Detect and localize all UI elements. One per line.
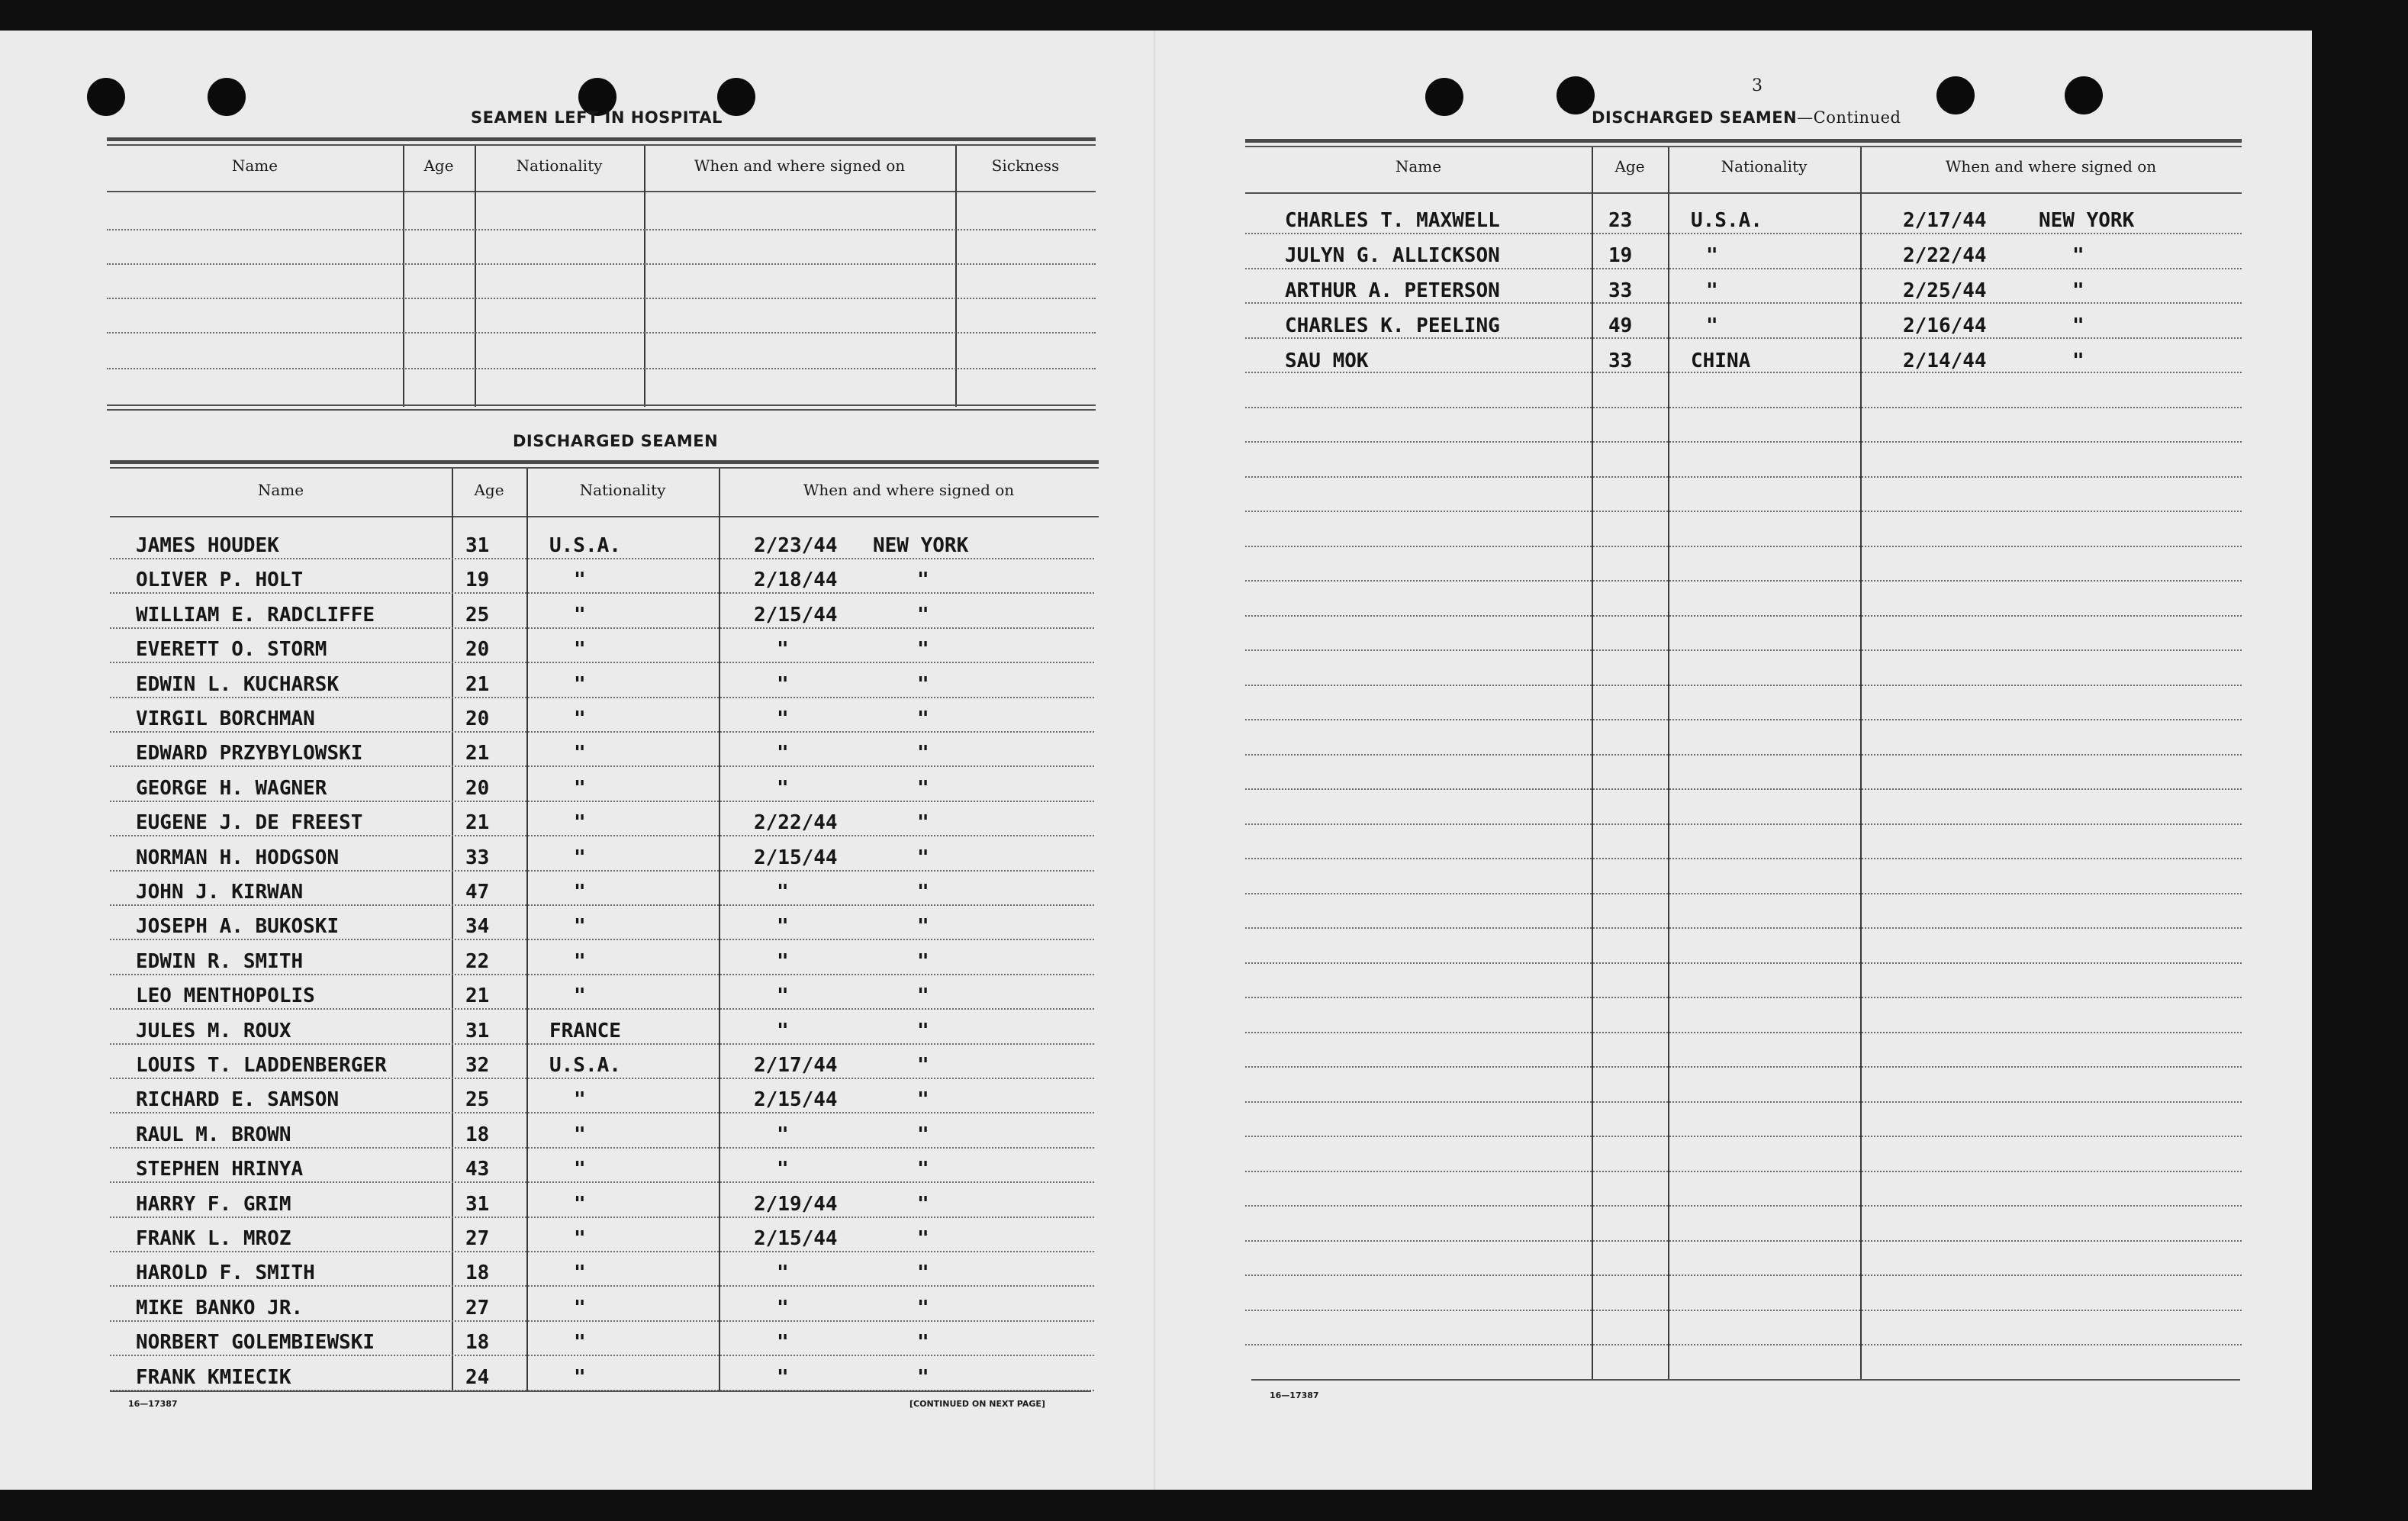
seaman-nationality: " bbox=[574, 569, 586, 591]
row-rule bbox=[110, 592, 1094, 594]
seaman-name: EDWIN R. SMITH bbox=[136, 950, 304, 973]
signed-on-place: " bbox=[917, 569, 929, 591]
signed-on-date: 2/16/44 bbox=[1903, 314, 1987, 337]
seaman-name: NORBERT GOLEMBIEWSKI bbox=[136, 1331, 375, 1354]
signed-on-date: " bbox=[777, 1158, 789, 1181]
signed-on-place: " bbox=[917, 811, 929, 834]
row-rule bbox=[1245, 1136, 2242, 1137]
row-rule bbox=[1245, 302, 2242, 304]
signed-on-date: " bbox=[777, 638, 789, 661]
row-rule bbox=[110, 1320, 1094, 1322]
seaman-age: 19 bbox=[1608, 244, 1633, 267]
signed-on-date: 2/17/44 bbox=[1903, 209, 1987, 232]
row-rule bbox=[1245, 546, 2242, 547]
seaman-name: HAROLD F. SMITH bbox=[136, 1262, 315, 1284]
row-rule bbox=[110, 1112, 1094, 1113]
seaman-name: SAU MOK bbox=[1285, 350, 1369, 372]
seaman-nationality: U.S.A. bbox=[549, 534, 621, 557]
row-rule bbox=[110, 1147, 1094, 1149]
continued-table-title bbox=[1592, 108, 1901, 127]
row-rule bbox=[110, 939, 1094, 940]
seaman-nationality: " bbox=[1706, 279, 1718, 302]
row-rule bbox=[110, 1078, 1094, 1079]
signed-on-date: 2/18/44 bbox=[754, 569, 838, 591]
signed-on-place: " bbox=[917, 673, 929, 696]
hospital-blank-row bbox=[107, 332, 1096, 334]
row-rule bbox=[1245, 1274, 2242, 1276]
seaman-age: 33 bbox=[1608, 350, 1633, 372]
signed-on-place: " bbox=[917, 915, 929, 938]
row-rule bbox=[1245, 1344, 2242, 1345]
punch-hole bbox=[87, 78, 125, 116]
seaman-name: HARRY F. GRIM bbox=[136, 1193, 291, 1216]
row-rule bbox=[1245, 997, 2242, 998]
seaman-age: 31 bbox=[465, 1193, 490, 1216]
seaman-nationality: " bbox=[1706, 314, 1718, 337]
seaman-nationality: " bbox=[574, 638, 586, 661]
signed-on-date: 2/22/44 bbox=[1903, 244, 1987, 267]
row-rule bbox=[1245, 1171, 2242, 1172]
signed-on-place: NEW YORK bbox=[2039, 209, 2135, 232]
signed-on-date: 2/17/44 bbox=[754, 1054, 838, 1077]
seaman-nationality: " bbox=[574, 950, 586, 973]
punch-hole bbox=[1557, 76, 1595, 114]
signed-on-date: " bbox=[777, 1262, 789, 1284]
seaman-name: JULES M. ROUX bbox=[136, 1020, 291, 1042]
signed-on-place: " bbox=[917, 1020, 929, 1042]
discharged-col-signed-on: When and where signed on bbox=[803, 481, 1015, 499]
row-rule bbox=[1245, 893, 2242, 894]
signed-on-date: " bbox=[777, 950, 789, 973]
seaman-name: NORMAN H. HODGSON bbox=[136, 846, 340, 869]
punch-hole bbox=[208, 78, 246, 116]
seaman-age: 49 bbox=[1608, 314, 1633, 337]
punch-hole bbox=[717, 78, 755, 116]
seaman-age: 22 bbox=[465, 950, 490, 973]
seaman-name: FRANK KMIECIK bbox=[136, 1366, 291, 1389]
row-rule bbox=[1245, 649, 2242, 651]
seaman-nationality: " bbox=[574, 1366, 586, 1389]
row-rule bbox=[1245, 407, 2242, 408]
row-rule bbox=[110, 1285, 1094, 1287]
row-rule bbox=[1245, 476, 2242, 478]
continued-title-suffix: —Continued bbox=[1797, 108, 1901, 127]
signed-on-date: " bbox=[777, 1020, 789, 1042]
seaman-name: EVERETT O. STORM bbox=[136, 638, 327, 661]
seaman-age: 18 bbox=[465, 1123, 490, 1146]
seaman-nationality: U.S.A. bbox=[1691, 209, 1763, 232]
signed-on-date: " bbox=[777, 984, 789, 1007]
seaman-age: 27 bbox=[465, 1227, 490, 1250]
seaman-name: RICHARD E. SAMSON bbox=[136, 1088, 340, 1111]
signed-on-date: 2/23/44 bbox=[754, 534, 838, 557]
hospital-blank-row bbox=[107, 298, 1096, 299]
signed-on-place: " bbox=[917, 1297, 929, 1320]
seaman-age: 20 bbox=[465, 638, 490, 661]
continued-col-name: Name bbox=[1395, 157, 1442, 176]
signed-on-date: " bbox=[777, 673, 789, 696]
signed-on-date: " bbox=[777, 1331, 789, 1354]
seaman-name: JOSEPH A. BUKOSKI bbox=[136, 915, 340, 938]
seaman-name: ARTHUR A. PETERSON bbox=[1285, 279, 1500, 302]
signed-on-date: " bbox=[777, 707, 789, 730]
seaman-age: 47 bbox=[465, 881, 490, 904]
signed-on-date: 2/14/44 bbox=[1903, 350, 1987, 372]
seaman-nationality: CHINA bbox=[1691, 350, 1751, 372]
row-rule bbox=[110, 697, 1094, 698]
seaman-nationality: " bbox=[574, 707, 586, 730]
hospital-blank-row bbox=[107, 368, 1096, 369]
hospital-col-sickness: Sickness bbox=[991, 156, 1060, 175]
signed-on-place: " bbox=[917, 777, 929, 800]
seaman-name: LEO MENTHOPOLIS bbox=[136, 984, 315, 1007]
seaman-name: EDWARD PRZYBYLOWSKI bbox=[136, 742, 363, 765]
seaman-name: LOUIS T. LADDENBERGER bbox=[136, 1054, 387, 1077]
seaman-age: 31 bbox=[465, 1020, 490, 1042]
seaman-nationality: " bbox=[574, 1088, 586, 1111]
seaman-nationality: " bbox=[574, 604, 586, 627]
row-rule bbox=[1245, 233, 2242, 234]
form-number-right: 16—17387 bbox=[1270, 1390, 1319, 1400]
signed-on-date: " bbox=[777, 915, 789, 938]
signed-on-place: " bbox=[917, 846, 929, 869]
signed-on-place: " bbox=[2072, 350, 2084, 372]
seaman-age: 43 bbox=[465, 1158, 490, 1181]
seaman-age: 33 bbox=[1608, 279, 1633, 302]
seaman-name: CHARLES T. MAXWELL bbox=[1285, 209, 1500, 232]
seaman-name: RAUL M. BROWN bbox=[136, 1123, 291, 1146]
continued-col-nationality: Nationality bbox=[1721, 157, 1808, 176]
seaman-name: GEORGE H. WAGNER bbox=[136, 777, 327, 800]
row-rule bbox=[1245, 511, 2242, 512]
signed-on-date: 2/15/44 bbox=[754, 846, 838, 869]
row-rule bbox=[110, 835, 1094, 836]
hospital-blank-row bbox=[107, 229, 1096, 230]
row-rule bbox=[110, 1008, 1094, 1010]
signed-on-date: 2/15/44 bbox=[754, 1227, 838, 1250]
signed-on-place: " bbox=[917, 950, 929, 973]
signed-on-date: 2/25/44 bbox=[1903, 279, 1987, 302]
seaman-age: 25 bbox=[465, 1088, 490, 1111]
seaman-age: 18 bbox=[465, 1262, 490, 1284]
signed-on-place: " bbox=[917, 1054, 929, 1077]
seaman-age: 33 bbox=[465, 846, 490, 869]
signed-on-place: NEW YORK bbox=[873, 534, 969, 557]
seaman-name: JOHN J. KIRWAN bbox=[136, 881, 304, 904]
row-rule bbox=[1245, 962, 2242, 964]
seaman-age: 27 bbox=[465, 1297, 490, 1320]
seaman-nationality: " bbox=[574, 1227, 586, 1250]
seaman-age: 21 bbox=[465, 984, 490, 1007]
hospital-table-title: SEAMEN LEFT IN HOSPITAL bbox=[471, 108, 723, 127]
row-rule bbox=[110, 974, 1094, 975]
row-rule bbox=[1245, 615, 2242, 617]
page-fold bbox=[1154, 31, 1155, 1490]
punch-hole bbox=[2065, 76, 2103, 114]
row-rule bbox=[110, 801, 1094, 802]
row-rule bbox=[110, 1251, 1094, 1252]
row-rule bbox=[1245, 337, 2242, 339]
page-number: 3 bbox=[1752, 76, 1763, 95]
row-rule bbox=[110, 904, 1094, 906]
seaman-age: 31 bbox=[465, 534, 490, 557]
discharged-table-title: DISCHARGED SEAMEN bbox=[513, 432, 719, 450]
row-rule bbox=[110, 558, 1094, 559]
seaman-age: 32 bbox=[465, 1054, 490, 1077]
signed-on-place: " bbox=[917, 984, 929, 1007]
row-rule bbox=[110, 1216, 1094, 1218]
punch-hole bbox=[1936, 76, 1975, 114]
row-rule bbox=[1245, 580, 2242, 582]
seaman-age: 25 bbox=[465, 604, 490, 627]
signed-on-date: " bbox=[777, 881, 789, 904]
seaman-age: 21 bbox=[465, 811, 490, 834]
signed-on-date: " bbox=[777, 742, 789, 765]
signed-on-place: " bbox=[917, 1088, 929, 1111]
row-rule bbox=[1245, 823, 2242, 825]
hospital-col-name: Name bbox=[231, 156, 278, 175]
hospital-blank-row bbox=[107, 263, 1096, 265]
row-rule bbox=[1245, 1240, 2242, 1242]
row-rule bbox=[110, 1043, 1094, 1045]
row-rule bbox=[1245, 441, 2242, 443]
row-rule bbox=[110, 627, 1094, 629]
row-rule bbox=[1245, 685, 2242, 686]
row-rule bbox=[110, 1355, 1094, 1356]
seaman-name: MIKE BANKO JR. bbox=[136, 1297, 304, 1320]
signed-on-place: " bbox=[917, 742, 929, 765]
seaman-nationality: " bbox=[574, 811, 586, 834]
discharged-col-age: Age bbox=[474, 481, 504, 499]
signed-on-place: " bbox=[917, 604, 929, 627]
signed-on-place: " bbox=[2072, 279, 2084, 302]
seaman-nationality: " bbox=[1706, 244, 1718, 267]
hospital-col-signed-on: When and where signed on bbox=[694, 156, 906, 175]
row-rule bbox=[110, 870, 1094, 872]
continued-title-text: DISCHARGED SEAMEN bbox=[1592, 108, 1798, 127]
seaman-age: 18 bbox=[465, 1331, 490, 1354]
row-rule bbox=[1245, 927, 2242, 929]
row-rule bbox=[110, 1181, 1094, 1183]
signed-on-place: " bbox=[2072, 244, 2084, 267]
seaman-nationality: " bbox=[574, 1297, 586, 1320]
seaman-nationality: " bbox=[574, 1193, 586, 1216]
seaman-name: STEPHEN HRINYA bbox=[136, 1158, 304, 1181]
row-rule bbox=[110, 662, 1094, 663]
continued-col-age: Age bbox=[1614, 157, 1645, 176]
signed-on-date: 2/15/44 bbox=[754, 1088, 838, 1111]
seaman-age: 20 bbox=[465, 707, 490, 730]
signed-on-place: " bbox=[917, 1227, 929, 1250]
signed-on-date: " bbox=[777, 777, 789, 800]
seaman-name: JAMES HOUDEK bbox=[136, 534, 279, 557]
seaman-nationality: " bbox=[574, 846, 586, 869]
seaman-nationality: " bbox=[574, 881, 586, 904]
row-rule bbox=[1245, 1066, 2242, 1068]
continued-note: [CONTINUED ON NEXT PAGE] bbox=[909, 1399, 1045, 1409]
signed-on-date: 2/22/44 bbox=[754, 811, 838, 834]
seaman-age: 21 bbox=[465, 673, 490, 696]
row-rule bbox=[1245, 1101, 2242, 1103]
seaman-name: JULYN G. ALLICKSON bbox=[1285, 244, 1500, 267]
row-rule bbox=[1245, 788, 2242, 790]
seaman-age: 20 bbox=[465, 777, 490, 800]
signed-on-date: 2/15/44 bbox=[754, 604, 838, 627]
row-rule bbox=[1245, 268, 2242, 269]
seaman-age: 19 bbox=[465, 569, 490, 591]
seaman-nationality: " bbox=[574, 984, 586, 1007]
seaman-nationality: U.S.A. bbox=[549, 1054, 621, 1077]
signed-on-place: " bbox=[917, 1123, 929, 1146]
signed-on-place: " bbox=[917, 1262, 929, 1284]
signed-on-date: " bbox=[777, 1366, 789, 1389]
seaman-age: 24 bbox=[465, 1366, 490, 1389]
signed-on-place: " bbox=[917, 881, 929, 904]
signed-on-date: 2/19/44 bbox=[754, 1193, 838, 1216]
row-rule bbox=[1245, 372, 2242, 373]
row-rule bbox=[110, 765, 1094, 767]
discharged-col-nationality: Nationality bbox=[579, 481, 666, 499]
punch-hole bbox=[1425, 78, 1463, 116]
seaman-nationality: " bbox=[574, 742, 586, 765]
seaman-nationality: " bbox=[574, 777, 586, 800]
signed-on-place: " bbox=[917, 1366, 929, 1389]
continued-col-signed-on: When and where signed on bbox=[1945, 157, 2157, 176]
hospital-col-age: Age bbox=[423, 156, 454, 175]
row-rule bbox=[1245, 1205, 2242, 1207]
form-number: 16—17387 bbox=[128, 1399, 178, 1409]
row-rule bbox=[1245, 1032, 2242, 1033]
row-rule bbox=[1245, 719, 2242, 720]
seaman-age: 21 bbox=[465, 742, 490, 765]
signed-on-date: " bbox=[777, 1297, 789, 1320]
discharged-col-name: Name bbox=[257, 481, 304, 499]
signed-on-place: " bbox=[917, 1158, 929, 1181]
row-rule bbox=[1245, 1310, 2242, 1311]
signed-on-date: " bbox=[777, 1123, 789, 1146]
signed-on-place: " bbox=[917, 1331, 929, 1354]
row-rule bbox=[110, 731, 1094, 733]
seaman-name: FRANK L. MROZ bbox=[136, 1227, 291, 1250]
seaman-nationality: " bbox=[574, 1123, 586, 1146]
seaman-age: 23 bbox=[1608, 209, 1633, 232]
seaman-name: CHARLES K. PEELING bbox=[1285, 314, 1500, 337]
seaman-nationality: " bbox=[574, 915, 586, 938]
signed-on-place: " bbox=[2072, 314, 2084, 337]
seaman-nationality: " bbox=[574, 673, 586, 696]
seaman-nationality: FRANCE bbox=[549, 1020, 621, 1042]
seaman-name: EDWIN L. KUCHARSK bbox=[136, 673, 340, 696]
row-rule bbox=[1245, 754, 2242, 756]
seaman-age: 34 bbox=[465, 915, 490, 938]
seaman-name: VIRGIL BORCHMAN bbox=[136, 707, 315, 730]
row-rule bbox=[1245, 858, 2242, 859]
seaman-nationality: " bbox=[574, 1331, 586, 1354]
hospital-col-nationality: Nationality bbox=[516, 156, 603, 175]
signed-on-place: " bbox=[917, 707, 929, 730]
signed-on-place: " bbox=[917, 638, 929, 661]
signed-on-place: " bbox=[917, 1193, 929, 1216]
seaman-nationality: " bbox=[574, 1262, 586, 1284]
seaman-nationality: " bbox=[574, 1158, 586, 1181]
seaman-name: WILLIAM E. RADCLIFFE bbox=[136, 604, 375, 627]
seaman-name: EUGENE J. DE FREEST bbox=[136, 811, 363, 834]
seaman-name: OLIVER P. HOLT bbox=[136, 569, 304, 591]
